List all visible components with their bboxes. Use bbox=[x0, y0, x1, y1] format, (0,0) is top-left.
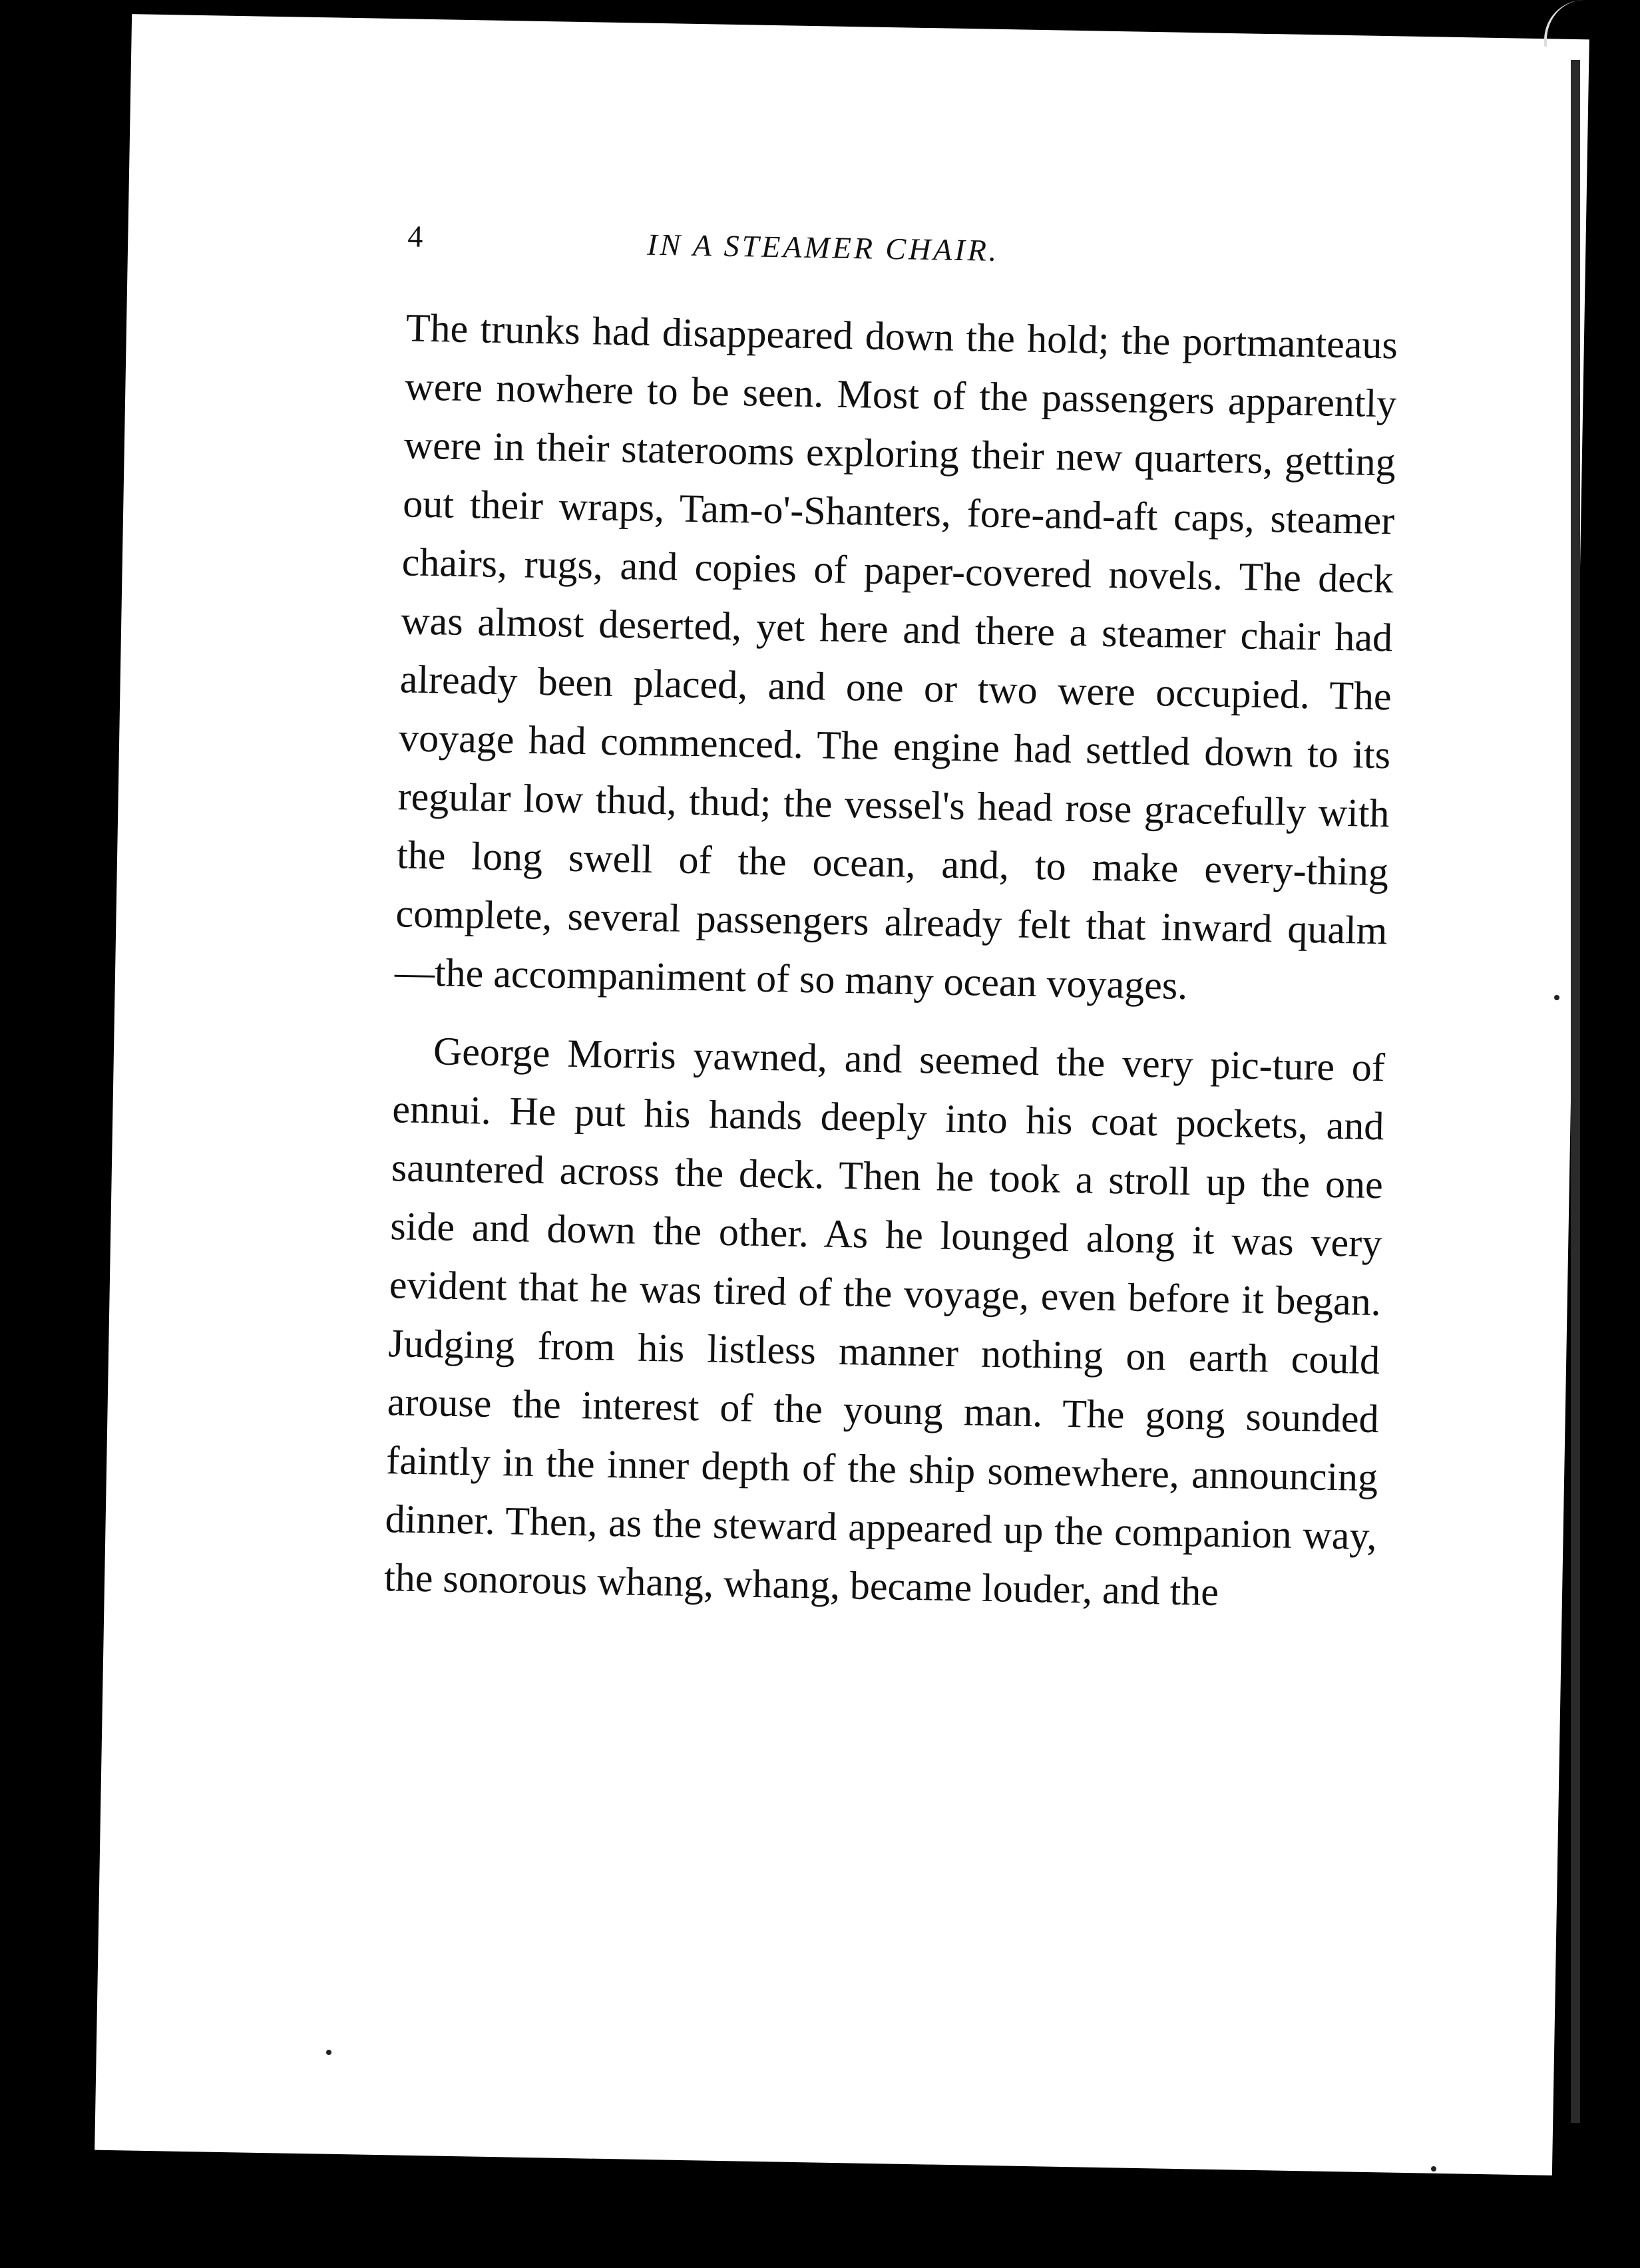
scan-speck bbox=[1431, 2166, 1436, 2172]
page-edge-shadow bbox=[1571, 60, 1580, 2123]
body-text bbox=[383, 298, 1398, 1624]
paragraph-2: George Morris yawned, and seemed the very pic-ture of ennui. He put his hands deeply into his coat pockets, and sauntered across the deck. Then he took a stroll up the one side and down the other. As he lounged along it was very evident that he was tired of the voyage, even before it began. Judging from his listless manner nothing on earth could arouse the interest of the young man. The gong sounded faintly in the inner depth of the ship somewhere, announcing dinner. Then, as the steward appeared up the companion way, the sonorous whang, whang, became louder, and the bbox=[383, 1029, 1386, 1614]
scan-corner-mark bbox=[1544, 0, 1640, 47]
scan-speck bbox=[1554, 995, 1559, 1000]
page-number: 4 bbox=[407, 219, 423, 254]
page-header bbox=[407, 218, 1259, 293]
scan-speck bbox=[326, 2050, 331, 2055]
paragraph-1: The trunks had disappeared down the hold; the portmanteaus were nowhere to be seen. Most of the passengers apparently were in their staterooms exploring their new quarters, getting out their wraps, Tam-o'-Shanters, fore-and-aft caps, steamer chairs, rugs, and copies of paper-covered novels. The deck was almost deserted, yet here and there a steamer chair had already been placed, and one or two were occupied. The voyage had commenced. The engine had settled down to its regular low thud, thud; the vessel's head rose gracefully with the long swell of the ocean, and, to make every-thing complete, several passengers already felt that inward qualm—the accompaniment of so many ocean voyages. bbox=[394, 305, 1398, 1008]
running-title: IN A STEAMER CHAIR. bbox=[646, 227, 1000, 268]
book-page bbox=[95, 14, 1589, 2175]
